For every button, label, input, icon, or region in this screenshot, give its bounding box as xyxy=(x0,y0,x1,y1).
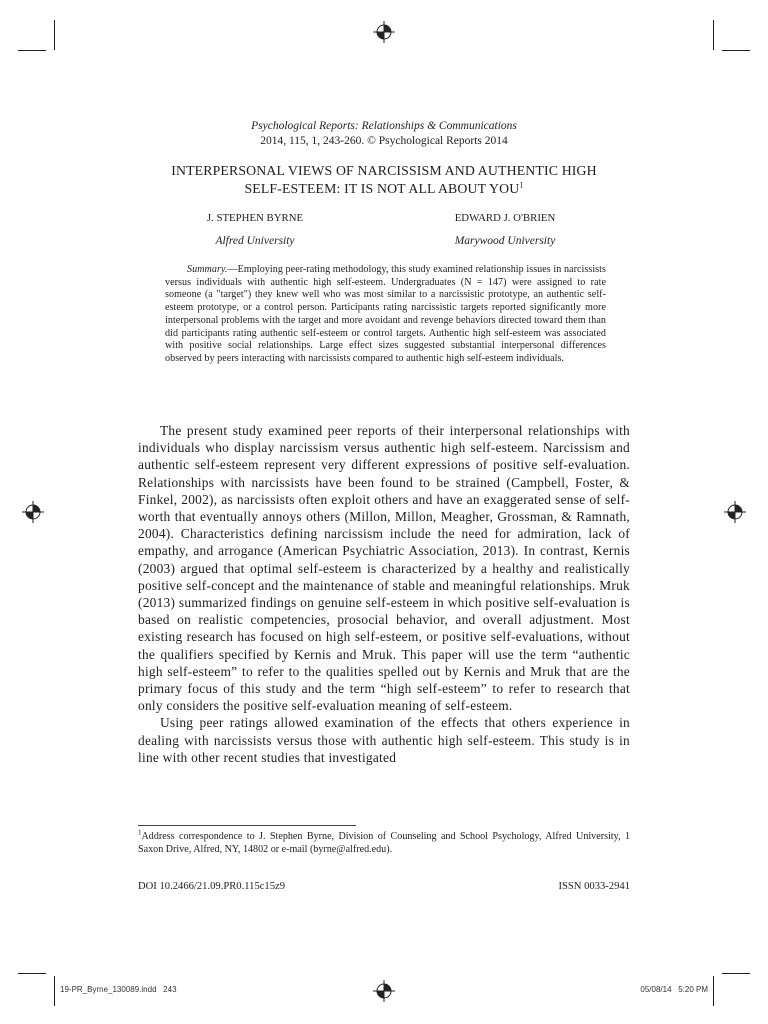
registration-target-icon xyxy=(373,980,395,1002)
title-footnote-mark: 1 xyxy=(519,180,524,190)
slug-filename: 19-PR_Byrne_130089.indd 243 xyxy=(60,985,177,994)
footnote-divider xyxy=(138,825,356,826)
abstract xyxy=(165,264,606,366)
registration-target-icon xyxy=(373,21,395,43)
footnote-text: Address correspondence to J. Stephen Byrne, Division of Counseling and School Psychology, Alfred University, 1 Saxon Drive, Alfred, NY, 14802 or e-mail (byrne@alfred.edu). xyxy=(138,831,630,855)
doi: DOI 10.2466/21.09.PR0.115c15z9 xyxy=(138,881,286,892)
registration-target-icon xyxy=(22,501,44,523)
crop-mark-top-right-h xyxy=(722,50,750,51)
slug-timestamp: 05/08/14 5:20 PM xyxy=(640,985,708,994)
crop-mark-top-left-h xyxy=(18,50,46,51)
footnote-mark: 1 xyxy=(138,828,142,837)
title-line-2: SELF-ESTEEM: IT IS NOT ALL ABOUT YOU xyxy=(244,181,520,196)
crop-mark-bottom-left-v xyxy=(54,976,55,1006)
crop-mark-top-right-v xyxy=(713,20,714,50)
abstract-lead: Summary. xyxy=(187,264,228,275)
crop-mark-bottom-right-v xyxy=(713,976,714,1006)
abstract-text: —Employing peer-rating methodology, this study examined relationship issues in narcissists versus individuals with authentic high self-esteem. Undergraduates (N = 147) were assigned to rate someone (a "target") they knew well who was most similar to a narcissistic prototype, an authentic self-esteem prototype, or a control person. Participants rating narcissistic targets reported significantly more interpersonal problems with the target and more avoidant and revenge behaviors directed toward them than did participants rating authentic self-esteem or control targets. Authentic high self-esteem was associated with positive social relationships. Large effect sizes suggested substantial interpersonal differences observed by peers interacting with narcissists compared to authentic high self-esteem individuals. xyxy=(165,264,606,364)
body-text xyxy=(138,422,630,766)
body-paragraph: Using peer ratings allowed examination of the effects that others experience in dealing with narcissists versus those with authentic high self-esteem. This study is in line with other recent studies that investigated xyxy=(138,715,630,765)
author-name-2: EDWARD J. O'BRIEN xyxy=(454,212,556,224)
footnote xyxy=(138,830,630,856)
body-paragraph: The present study examined peer reports of their interpersonal relationships with individuals who display narcissism versus authentic high self-esteem. Narcissism and authentic self-esteem represent very different expressions of positive self-evaluation. Relationships with narcissists have been found to be strained (Campbell, Foster, & Finkel, 2002), as narcissists often exploit others and have an exaggerated sense of self-worth that eventually annoys others (Millon, Millon, Meagher, Grossman, & Ramnath, 2004). Characteristics defining narcissism include the need for admiration, lack of empathy, and arrogance (American Psychiatric Association, 2013). In contrast, Kernis (2003) argued that optimal self-esteem is characterized by a healthy and realistically positive self-concept and the maintenance of stable and meaningful relationships. Mruk (2013) summarized findings on genuine self-esteem in which positive self-evaluation is based on realistic competencies, prosocial behavior, and overall adjustment. Most existing research has focused on high self-esteem, or positive self-evaluations, without the qualifiers specified by Kernis and Mruk. This paper will use the term “authentic high self-esteem” to refer to the qualities spelled out by Kernis and Mruk that are the primary focus of this study and the term “high self-esteem” to refer to research that only considers the positive self-evaluation meaning of self-esteem. xyxy=(138,423,630,714)
issn: ISSN 0033-2941 xyxy=(558,881,630,892)
crop-mark-bottom-left-h xyxy=(18,973,46,974)
title-line-1: INTERPERSONAL VIEWS OF NARCISSISM AND AUTHENTIC HIGH xyxy=(171,163,597,178)
crop-mark-bottom-right-h xyxy=(722,973,750,974)
crop-mark-top-left-v xyxy=(54,20,55,50)
author-affiliation-2: Marywood University xyxy=(454,235,556,247)
article-title xyxy=(120,162,648,198)
registration-target-icon xyxy=(724,501,746,523)
author-affiliation-1: Alfred University xyxy=(215,235,295,247)
journal-citation: 2014, 115, 1, 243-260. © Psychological Reports 2014 xyxy=(260,135,508,147)
journal-name: Psychological Reports: Relationships & Communications xyxy=(251,120,517,132)
author-name-1: J. STEPHEN BYRNE xyxy=(206,212,304,224)
journal-header xyxy=(137,119,631,149)
